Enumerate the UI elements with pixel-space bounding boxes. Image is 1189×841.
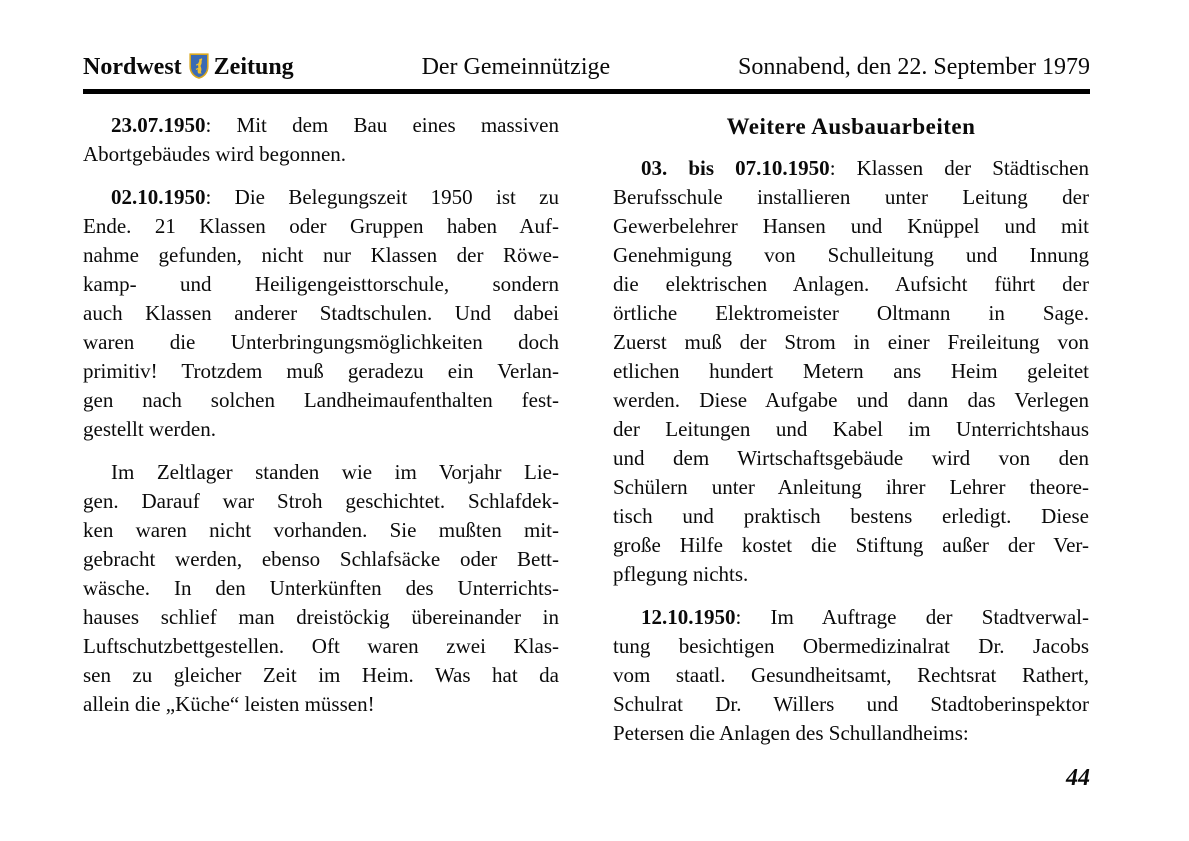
- city-crest-icon: [189, 53, 209, 79]
- date-lead: 12.10.1950: [641, 605, 736, 629]
- text-line: die elektrischen Anlagen. Aufsicht führt der: [613, 272, 1089, 296]
- brand-word-right: Zeitung: [213, 54, 294, 80]
- masthead-rule: [83, 89, 1090, 94]
- text-line: tung besichtigen Obermedizinalrat Dr. Jacobs: [613, 634, 1089, 658]
- text-line: Im Zeltlager standen wie im Vorjahr Lie-: [111, 460, 559, 484]
- left-column: [83, 111, 559, 762]
- text-line: örtliche Elektromeister Oltmann in Sage.: [613, 301, 1089, 325]
- text-line: gestellt werden.: [83, 417, 216, 441]
- paragraph: [613, 603, 1089, 748]
- text-line: gebracht werden, ebenso Schlafsäcke oder Bett-: [83, 547, 559, 571]
- text-line: Genehmigung von Schulleitung und Innung: [613, 243, 1089, 267]
- text-line: allein die „Küche“ leisten müssen!: [83, 692, 375, 716]
- text-line: und dem Wirtschaftsgebäude wird von den: [613, 446, 1089, 470]
- paragraph: [613, 154, 1089, 589]
- right-column: [613, 111, 1089, 762]
- masthead-date: Sonnabend, den 22. September 1979: [738, 54, 1090, 80]
- paragraph: [83, 458, 559, 719]
- text-line: tisch und praktisch bestens erledigt. Diese: [613, 504, 1089, 528]
- two-column-text: [83, 111, 1090, 762]
- text-line: ken waren nicht vorhanden. Sie mußten mit-: [83, 518, 559, 542]
- text-line: pflegung nichts.: [613, 562, 749, 586]
- text-line: auch Klassen anderer Stadtschulen. Und dabei: [83, 301, 559, 325]
- masthead-subtitle: Der Gemeinnützige: [421, 54, 611, 80]
- page-content: [83, 0, 1090, 762]
- text-line: Schulrat Dr. Willers und Stadtoberinspektor: [613, 692, 1089, 716]
- text-line: etlichen hundert Metern ans Heim geleitet: [613, 359, 1089, 383]
- text-line: Luftschutzbettgestellen. Oft waren zwei Klas-: [83, 634, 559, 658]
- text-line: nahme gefunden, nicht nur Klassen der Röwe-: [83, 243, 559, 267]
- text-line: Petersen die Anlagen des Schullandheims:: [613, 721, 969, 745]
- text-line: Berufsschule installieren unter Leitung der: [613, 185, 1089, 209]
- text-line: Abortgebäudes wird begonnen.: [83, 142, 347, 166]
- text-line: wäsche. In den Unterkünften des Unterrichts-: [83, 576, 559, 600]
- right-column-paragraphs: [613, 154, 1089, 748]
- masthead-brand: [83, 52, 294, 82]
- text-line: Schülern unter Anleitung ihrer Lehrer theore-: [613, 475, 1089, 499]
- page-number: 44: [1066, 765, 1090, 791]
- text-line: 23.07.1950: Mit dem Bau eines massiven: [111, 113, 559, 137]
- text-line: waren die Unterbringungsmöglichkeiten doch: [83, 330, 559, 354]
- text-line: Zuerst muß der Strom in einer Freileitung von: [613, 330, 1089, 354]
- paragraph: [83, 111, 559, 169]
- text-line: 12.10.1950: Im Auftrage der Stadtverwal-: [641, 605, 1089, 629]
- text-line: gen. Darauf war Stroh geschichtet. Schlafdek-: [83, 489, 559, 513]
- date-lead: 23.07.1950: [111, 113, 206, 137]
- text-line: Ende. 21 Klassen oder Gruppen haben Auf-: [83, 214, 559, 238]
- text-line: werden. Diese Aufgabe und dann das Verlegen: [613, 388, 1089, 412]
- text-line: der Leitungen und Kabel im Unterrichtshaus: [613, 417, 1089, 441]
- text-line: Gewerbelehrer Hansen und Knüppel und mit: [613, 214, 1089, 238]
- text-line: sen zu gleicher Zeit im Heim. Was hat da: [83, 663, 559, 687]
- text-line: kamp- und Heiligengeisttorschule, sondern: [83, 272, 559, 296]
- text-line: 03. bis 07.10.1950: Klassen der Städtischen: [641, 156, 1089, 180]
- paragraph: [83, 183, 559, 444]
- text-line: 02.10.1950: Die Belegungszeit 1950 ist zu: [111, 185, 559, 209]
- text-line: hauses schlief man dreistöckig übereinander in: [83, 605, 559, 629]
- text-line: primitiv! Trotzdem muß geradezu ein Verlan-: [83, 359, 559, 383]
- masthead: [83, 0, 1090, 82]
- text-line: vom staatl. Gesundheitsamt, Rechtsrat Rathert,: [613, 663, 1089, 687]
- brand-word-left: Nordwest: [83, 54, 182, 80]
- text-line: gen nach solchen Landheimaufenthalten fest-: [83, 388, 559, 412]
- text-line: große Hilfe kostet die Stiftung außer der Ver-: [613, 533, 1089, 557]
- article-heading: Weitere Ausbauarbeiten: [726, 114, 976, 139]
- date-lead: 03. bis 07.10.1950: [641, 156, 830, 180]
- date-lead: 02.10.1950: [111, 185, 206, 209]
